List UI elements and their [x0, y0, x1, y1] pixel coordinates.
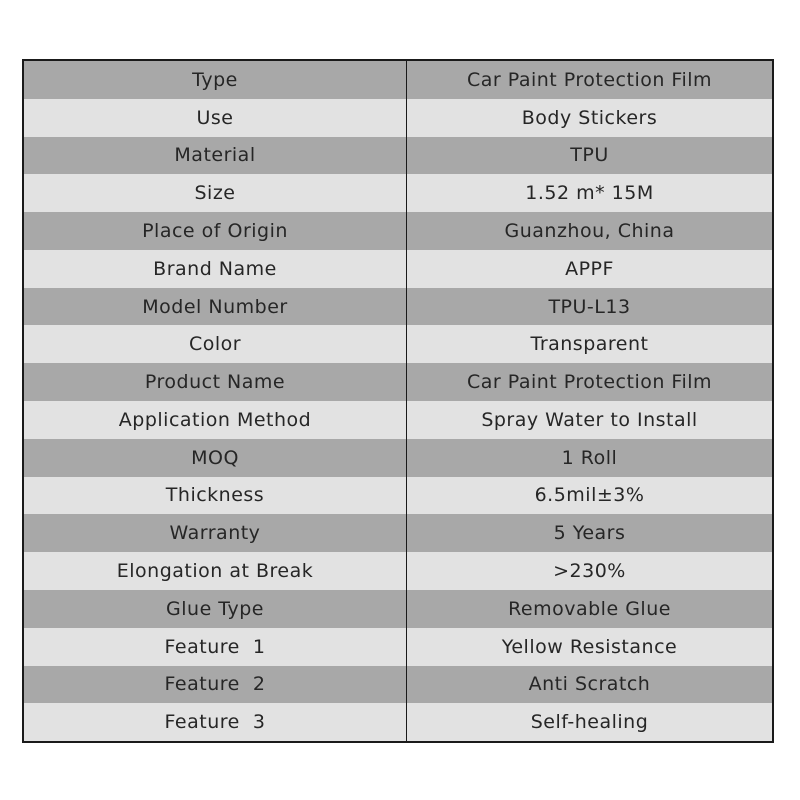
- table-row: [24, 288, 772, 326]
- spec-key-size: Size: [24, 174, 407, 212]
- table-row: [24, 703, 772, 741]
- spec-value-use: Body Stickers: [521, 106, 658, 129]
- spec-key-application-method: Application Method: [24, 401, 407, 439]
- spec-key-moq: MOQ: [24, 439, 407, 477]
- spec-value-brand-name: APPF: [565, 257, 614, 280]
- table-row: [24, 439, 772, 477]
- spec-value-application-method: Spray Water to Install: [481, 408, 698, 431]
- table-row: [24, 363, 772, 401]
- table-row: [24, 212, 772, 250]
- table-row: [24, 250, 772, 288]
- spec-value-place-of-origin: Guanzhou, China: [504, 220, 675, 243]
- table-row: [24, 99, 772, 137]
- spec-value-color: Transparent: [530, 333, 649, 356]
- table-row: [24, 477, 772, 515]
- spec-value-feature-1: Yellow Resistance: [501, 635, 678, 658]
- spec-key-use: Use: [24, 99, 407, 137]
- table-row: [24, 552, 772, 590]
- spec-key-product-name: Product Name: [24, 363, 407, 401]
- spec-value-feature-2: Anti Scratch: [528, 673, 651, 696]
- spec-key-feature-2: Feature 2: [24, 666, 407, 704]
- spec-key-place-of-origin: Place of Origin: [24, 212, 407, 250]
- table-row: [24, 401, 772, 439]
- spec-key-thickness: Thickness: [24, 477, 407, 515]
- spec-table: [22, 59, 774, 743]
- spec-value-feature-3: Self-healing: [530, 711, 649, 734]
- spec-key-type: Type: [24, 61, 407, 99]
- spec-value-warranty: 5 Years: [553, 522, 626, 545]
- spec-key-glue-type: Glue Type: [24, 590, 407, 628]
- table-row: [24, 590, 772, 628]
- spec-key-color: Color: [24, 325, 407, 363]
- table-row: [24, 666, 772, 704]
- spec-value-product-name: Car Paint Protection Film: [466, 371, 713, 394]
- spec-value-glue-type: Removable Glue: [508, 597, 671, 620]
- spec-key-feature-3: Feature 3: [24, 703, 407, 741]
- table-row: [24, 174, 772, 212]
- spec-value-thickness: 6.5mil±3%: [534, 484, 645, 507]
- spec-value-elongation-at-break: >230%: [553, 560, 626, 583]
- table-row: [24, 325, 772, 363]
- table-row: [24, 514, 772, 552]
- spec-value-type: Car Paint Protection Film: [466, 68, 713, 91]
- spec-value-moq: 1 Roll: [561, 446, 618, 469]
- spec-key-material: Material: [24, 137, 407, 175]
- spec-value-size: 1.52 m* 15M: [525, 182, 654, 205]
- spec-key-warranty: Warranty: [24, 514, 407, 552]
- spec-key-feature-1: Feature 1: [24, 628, 407, 666]
- spec-value-model-number: TPU-L13: [548, 295, 631, 318]
- table-row: [24, 61, 772, 99]
- spec-value-material: TPU: [570, 144, 609, 167]
- spec-key-model-number: Model Number: [24, 288, 407, 326]
- table-row: [24, 628, 772, 666]
- table-row: [24, 137, 772, 175]
- spec-key-elongation-at-break: Elongation at Break: [24, 552, 407, 590]
- spec-key-brand-name: Brand Name: [24, 250, 407, 288]
